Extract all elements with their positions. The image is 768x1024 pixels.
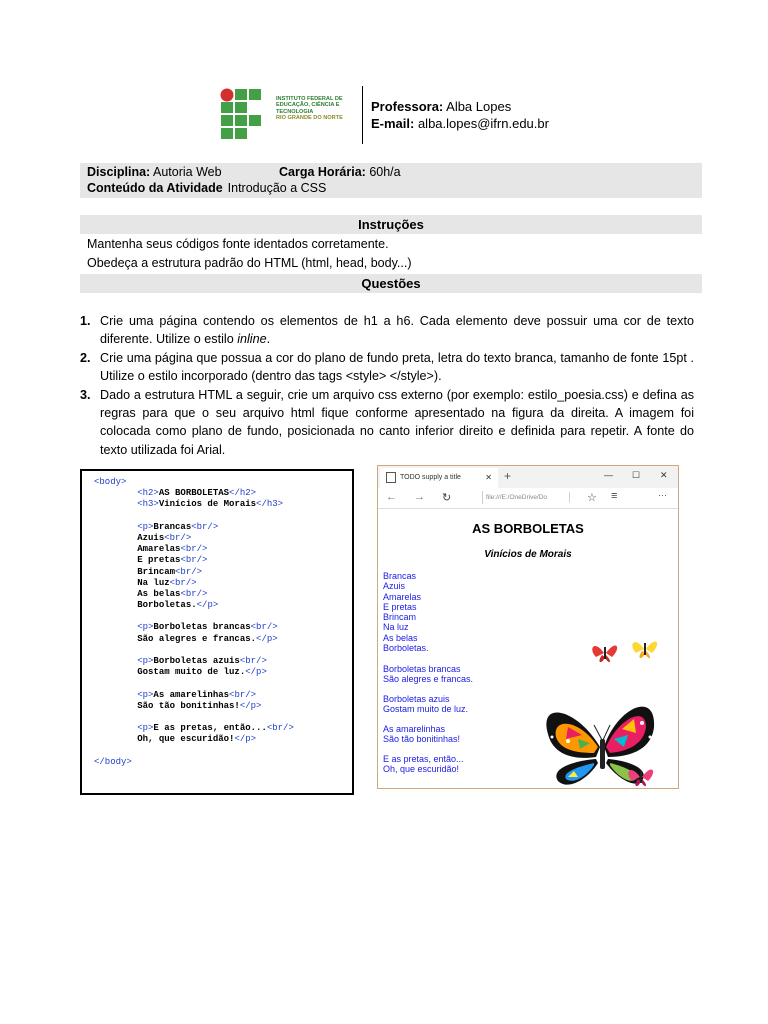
tab-title: TODO supply a title xyxy=(400,474,461,481)
poem-paragraph-4: As amarelinhas São tão bonitinhas! xyxy=(383,724,461,745)
logo-line-1: INSTITUTO FEDERAL DE xyxy=(276,96,343,102)
code-tag: <p> xyxy=(137,521,154,532)
code-line xyxy=(94,499,294,510)
pink-butterfly-icon xyxy=(628,769,653,786)
code-indent xyxy=(94,522,137,532)
professor-info xyxy=(371,98,549,132)
code-text: Azuis xyxy=(137,532,165,543)
code-tag: </p> xyxy=(256,633,278,644)
poem-author: Vinícios de Morais xyxy=(484,549,572,560)
question-emphasis: inline xyxy=(237,332,267,347)
code-line xyxy=(94,734,294,745)
header-divider xyxy=(362,86,363,144)
code-line xyxy=(94,712,294,723)
email-value: alba.lopes@ifrn.edu.br xyxy=(414,116,549,131)
hours-value: 60h/a xyxy=(365,165,401,179)
question-text: Crie uma página contendo os elementos de h1 a h6. Cada elemento deve possuir uma cor de texto diferente. Utilize o estilo xyxy=(100,314,694,347)
question-item xyxy=(80,312,694,349)
code-line xyxy=(94,667,294,678)
code-indent xyxy=(94,701,137,711)
new-tab-icon[interactable]: + xyxy=(504,469,512,483)
hours-label: Carga Horária: xyxy=(279,165,366,179)
code-text: AS BORBOLETAS xyxy=(158,488,230,499)
forward-icon[interactable]: → xyxy=(414,491,425,503)
code-text: Amarelas xyxy=(137,544,181,555)
code-tag: </p> xyxy=(196,600,219,611)
code-text: Brincam xyxy=(137,566,176,577)
logo-line-2: EDUCAÇÃO, CIÊNCIA E TECNOLOGIA xyxy=(276,102,340,115)
browser-nav-bar xyxy=(378,488,678,509)
question-number: 1. xyxy=(80,314,91,328)
code-line xyxy=(94,656,294,667)
code-text: Oh, que escuridão! xyxy=(137,734,235,745)
question-text: Crie uma página que possua a cor do plano de fundo preta, letra do texto branca, tamanho de fonte 15pt . Utilize o estilo incorporado (dentro das tags <style> </style>). xyxy=(100,350,694,384)
browser-viewport xyxy=(378,509,678,788)
code-line xyxy=(94,488,294,499)
code-text: Borboletas brancas xyxy=(153,622,251,633)
code-tag: </p> xyxy=(239,700,262,711)
code-line xyxy=(94,477,294,488)
code-text: São tão bonitinhas! xyxy=(137,700,240,711)
poem-paragraph-1: Brancas Azuis Amarelas E pretas Brincam Na luz As belas Borboletas. xyxy=(383,571,429,654)
code-tag: <br/> xyxy=(229,689,257,700)
code-indent xyxy=(94,567,137,577)
yellow-butterfly-icon xyxy=(632,641,657,658)
code-tag: <p> xyxy=(137,622,154,633)
code-tag: </h3> xyxy=(256,499,284,510)
red-butterfly-icon xyxy=(592,645,617,662)
question-text: Dado a estrutura HTML a seguir, crie um arquivo css externo (por exemplo: estilo_poesia.css) e defina as regras para que o seu arquivo html fique conforme apresentado na figura da direita. A imagem foi colocada como plano de fundo, posicionada no canto inferior direito e definida para repetir. A fonte do texto utilizada foi Arial. xyxy=(100,387,694,457)
tab-close-icon[interactable]: ✕ xyxy=(485,473,492,482)
ifrn-logo xyxy=(220,88,360,140)
code-text: Na luz xyxy=(137,577,170,588)
code-tag: <br/> xyxy=(164,532,192,543)
code-tag: <br/> xyxy=(250,622,278,633)
content-value: Introdução a CSS xyxy=(227,181,327,195)
html-code-box xyxy=(80,469,354,795)
code-indent xyxy=(94,589,137,599)
back-icon[interactable]: ← xyxy=(386,491,397,503)
discipline-row xyxy=(87,164,222,180)
code-indent xyxy=(94,734,137,744)
code-line xyxy=(94,645,294,656)
code-indent xyxy=(94,488,137,498)
discipline-band xyxy=(80,163,702,198)
code-indent xyxy=(94,656,137,666)
poem-title: AS BORBOLETAS xyxy=(472,521,584,536)
code-text: São alegres e francas. xyxy=(137,633,257,644)
code-line xyxy=(94,690,294,701)
question-text-end: . xyxy=(266,332,271,347)
code-tag: <br/> xyxy=(191,521,219,532)
code-tag: <h2> xyxy=(137,488,159,499)
hub-icon[interactable]: ≡ xyxy=(611,490,618,502)
code-line xyxy=(94,511,294,522)
code-text: E as pretas, então... xyxy=(153,723,267,734)
professor-name: Alba Lopes xyxy=(443,99,512,114)
questions-title: Questões xyxy=(80,274,702,293)
code-line xyxy=(94,522,294,533)
maximize-icon[interactable]: ☐ xyxy=(632,470,641,480)
instruction-line-2: Obedeça a estrutura padrão do HTML (html, head, body...) xyxy=(87,256,412,270)
code-line xyxy=(94,723,294,734)
code-line xyxy=(94,757,294,768)
code-tag: <body> xyxy=(94,477,127,487)
code-text: Borboletas. xyxy=(137,600,197,611)
code-tag: <p> xyxy=(137,689,154,700)
browser-screenshot xyxy=(377,465,679,789)
discipline-value: Autoria Web xyxy=(150,165,222,179)
code-text: Borboletas azuis xyxy=(153,656,240,666)
question-item xyxy=(80,386,694,460)
question-item xyxy=(80,349,694,386)
code-indent xyxy=(94,690,137,700)
code-tag: <h3> xyxy=(137,499,159,510)
code-tag: </body> xyxy=(94,756,132,767)
code-indent xyxy=(94,723,137,733)
questions-list xyxy=(80,312,694,459)
code-line xyxy=(94,578,294,589)
code-line xyxy=(94,533,294,544)
logo-text xyxy=(276,96,366,122)
code-tag: <br/> xyxy=(169,577,197,588)
instructions-title: Instruções xyxy=(80,215,702,234)
code-indent xyxy=(94,533,137,543)
large-butterfly-icon xyxy=(546,707,654,785)
html-code-listing xyxy=(94,477,294,768)
content-label: Conteúdo da Atividade xyxy=(87,181,223,195)
code-line xyxy=(94,567,294,578)
window-close-icon[interactable]: ✕ xyxy=(660,470,668,480)
nav-divider: | xyxy=(568,491,571,503)
code-tag: <br/> xyxy=(180,544,208,555)
code-text: Vinícios de Morais xyxy=(158,499,257,510)
question-number: 2. xyxy=(80,350,91,365)
code-line xyxy=(94,611,294,622)
code-tag: <br/> xyxy=(239,656,267,666)
page-icon xyxy=(386,472,396,483)
favorite-star-icon[interactable]: ☆ xyxy=(587,492,597,504)
code-line xyxy=(94,622,294,633)
code-indent xyxy=(94,667,137,677)
code-line xyxy=(94,544,294,555)
email-label: E-mail: xyxy=(371,116,415,131)
code-indent xyxy=(94,499,137,509)
professor-label: Professora: xyxy=(371,99,444,114)
instruction-line-1: Mantenha seus códigos fonte identados corretamente. xyxy=(87,237,389,251)
browser-tab-bar xyxy=(378,466,678,488)
logo-grid-icon xyxy=(220,88,274,140)
code-tag: <p> xyxy=(137,723,154,734)
code-indent xyxy=(94,634,137,644)
discipline-label: Disciplina: xyxy=(87,165,151,179)
code-tag: </h2> xyxy=(229,488,257,499)
code-text: E pretas xyxy=(137,555,181,566)
content-row xyxy=(87,180,326,196)
minimize-icon[interactable]: — xyxy=(604,470,613,480)
poem-paragraph-3: Borboletas azuis Gostam muito de luz. xyxy=(383,694,469,715)
code-tag: <br/> xyxy=(180,588,208,599)
code-line xyxy=(94,555,294,566)
reload-icon[interactable]: ↻ xyxy=(442,492,452,504)
code-tag: </p> xyxy=(234,734,257,745)
code-tag: <br/> xyxy=(175,566,203,577)
code-tag: <p> xyxy=(137,656,154,666)
code-indent xyxy=(94,622,137,632)
code-text: Brancas xyxy=(153,521,192,532)
code-tag: <br/> xyxy=(180,555,208,566)
code-text: As belas xyxy=(137,588,181,599)
code-line xyxy=(94,746,294,757)
code-indent xyxy=(94,578,137,588)
code-indent xyxy=(94,555,137,565)
code-tag: <br/> xyxy=(266,723,294,734)
poem-paragraph-2: Borboletas brancas São alegres e francas. xyxy=(383,664,474,685)
logo-line-3: RIO GRANDE DO NORTE xyxy=(276,115,343,122)
code-text: As amarelinhas xyxy=(153,689,230,700)
question-number: 3. xyxy=(80,387,91,402)
code-line xyxy=(94,678,294,689)
more-icon[interactable]: ··· xyxy=(658,490,667,500)
butterflies-image xyxy=(538,639,678,788)
code-indent xyxy=(94,544,137,554)
code-tag: </p> xyxy=(245,667,267,678)
browser-tab[interactable] xyxy=(380,468,498,488)
code-line xyxy=(94,634,294,645)
code-text: Gostam muito de luz. xyxy=(137,667,246,678)
code-line xyxy=(94,589,294,600)
code-indent xyxy=(94,600,137,610)
address-bar[interactable]: file:///E:/OneDrive/Do xyxy=(482,491,566,504)
code-line xyxy=(94,600,294,611)
poem-paragraph-5: E as pretas, então... Oh, que escuridão! xyxy=(383,754,464,775)
hours-row xyxy=(279,164,401,180)
code-line xyxy=(94,701,294,712)
